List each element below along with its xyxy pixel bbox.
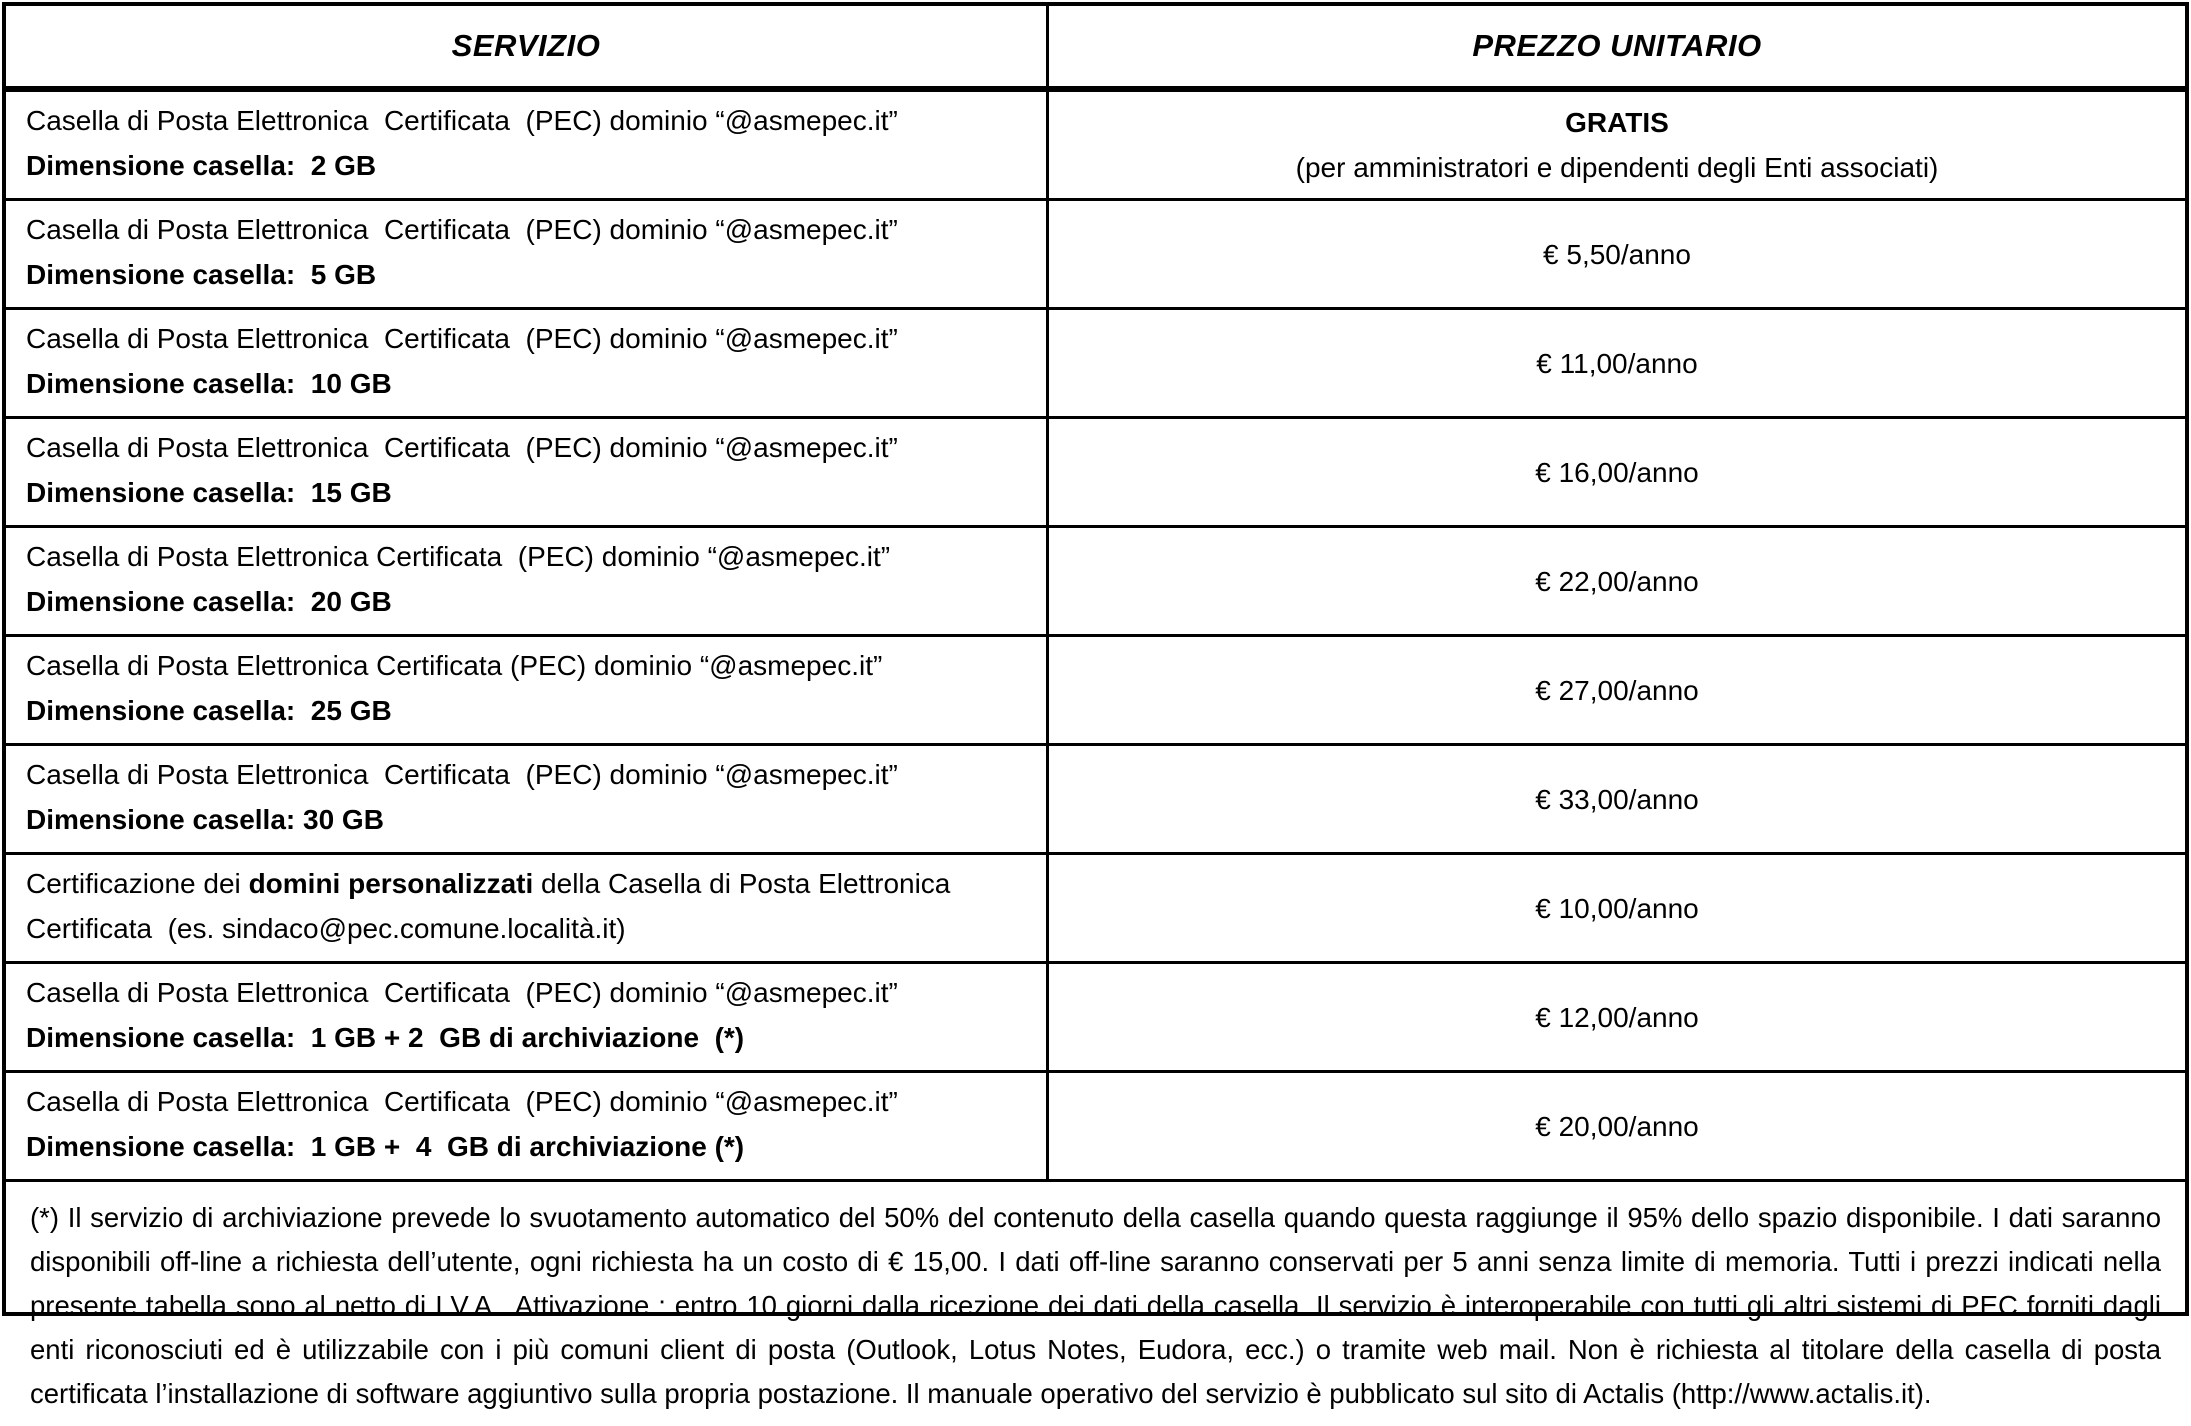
service-line	[26, 970, 1026, 1015]
service-line	[26, 534, 1026, 579]
service-cell	[6, 746, 1049, 852]
price-cell	[1049, 1073, 2185, 1179]
service-line	[26, 688, 1026, 733]
service-line	[26, 861, 1026, 906]
text-segment-bold: GRATIS	[1565, 107, 1669, 138]
service-line	[26, 752, 1026, 797]
text-segment-bold: Dimensione casella: 10 GB	[26, 368, 392, 399]
price-line	[1535, 559, 1699, 604]
service-cell	[6, 310, 1049, 416]
text-segment-bold: Dimensione casella: 30 GB	[26, 804, 384, 835]
text-segment: € 10,00/anno	[1535, 892, 1699, 924]
table-row	[6, 92, 2185, 201]
service-line	[26, 316, 1026, 361]
price-line	[1535, 995, 1699, 1040]
text-segment: Casella di Posta Elettronica Certificata (PEC) dominio “@asmepec.it”	[26, 214, 898, 245]
text-segment-bold: Dimensione casella: 2 GB	[26, 150, 377, 181]
text-segment: € 11,00/anno	[1536, 347, 1698, 379]
text-segment: Casella di Posta Elettronica Certificata (PEC) dominio “@asmepec.it”	[26, 1086, 898, 1117]
column-header-servizio: SERVIZIO	[6, 6, 1049, 86]
text-segment: Casella di Posta Elettronica Certificata (PEC) dominio “@asmepec.it”	[26, 977, 898, 1008]
price-cell	[1049, 310, 2185, 416]
service-line	[26, 1015, 1026, 1060]
table-row	[6, 746, 2185, 855]
text-segment-bold: domini personalizzati	[248, 868, 534, 899]
table-row	[6, 637, 2185, 746]
text-segment: Casella di Posta Elettronica Certificata (PEC) dominio “@asmepec.it”	[26, 432, 898, 463]
price-cell	[1049, 201, 2185, 307]
service-line	[26, 425, 1026, 470]
table-row	[6, 419, 2185, 528]
price-cell	[1049, 964, 2185, 1070]
price-line	[1535, 886, 1699, 931]
text-segment: della Casella di Posta Elettronica	[533, 868, 951, 899]
table-body	[6, 92, 2185, 1182]
text-segment: € 20,00/anno	[1535, 1110, 1699, 1142]
service-line	[26, 207, 1026, 252]
price-cell	[1049, 419, 2185, 525]
price-line	[1535, 668, 1699, 713]
price-cell	[1049, 92, 2185, 198]
text-segment: € 22,00/anno	[1535, 565, 1699, 597]
price-line	[1296, 145, 1939, 190]
table-row	[6, 964, 2185, 1073]
pricing-table	[2, 2, 2189, 1409]
service-cell	[6, 964, 1049, 1070]
text-segment: Casella di Posta Elettronica Certificata (PEC) dominio “@asmepec.it”	[26, 541, 891, 572]
table-row	[6, 1073, 2185, 1182]
text-segment: Casella di Posta Elettronica Certificata (PEC) dominio “@asmepec.it”	[26, 650, 883, 681]
price-line	[1543, 232, 1691, 277]
column-header-prezzo-unitario: PREZZO UNITARIO	[1472, 28, 1762, 63]
service-line	[26, 797, 1026, 842]
service-line	[26, 143, 1026, 188]
price-line	[1535, 450, 1699, 495]
table-row	[6, 855, 2185, 964]
service-line	[26, 1124, 1026, 1169]
table-header-row	[6, 6, 2185, 92]
service-line	[26, 361, 1026, 406]
text-segment: € 33,00/anno	[1535, 783, 1699, 815]
text-segment: € 5,50/anno	[1543, 238, 1691, 270]
price-line	[1565, 100, 1669, 145]
text-segment: € 16,00/anno	[1535, 456, 1699, 488]
service-line	[26, 470, 1026, 515]
price-line	[1535, 777, 1699, 822]
text-segment-bold: Dimensione casella: 25 GB	[26, 695, 392, 726]
text-segment-bold: Dimensione casella: 15 GB	[26, 477, 392, 508]
table-row	[6, 310, 2185, 419]
service-line	[26, 906, 1026, 951]
price-cell	[1049, 746, 2185, 852]
text-segment-bold: Dimensione casella: 1 GB + 2 GB di archiviazione (*)	[26, 1022, 745, 1053]
service-cell	[6, 92, 1049, 198]
service-line	[26, 643, 1026, 688]
text-segment-bold: Dimensione casella: 1 GB + 4 GB di archiviazione (*)	[26, 1131, 745, 1162]
text-segment: Certificazione dei	[26, 868, 249, 899]
service-line	[26, 1079, 1026, 1124]
price-cell	[1049, 528, 2185, 634]
text-segment: Casella di Posta Elettronica Certificata (PEC) dominio “@asmepec.it”	[26, 105, 898, 136]
price-cell	[1049, 855, 2185, 961]
service-cell	[6, 855, 1049, 961]
text-segment-bold: Dimensione casella: 20 GB	[26, 586, 392, 617]
service-cell	[6, 637, 1049, 743]
text-segment: Casella di Posta Elettronica Certificata (PEC) dominio “@asmepec.it”	[26, 323, 898, 354]
service-line	[26, 98, 1026, 143]
text-segment: Casella di Posta Elettronica Certificata (PEC) dominio “@asmepec.it”	[26, 759, 898, 790]
text-segment-bold: Dimensione casella: 5 GB	[26, 259, 377, 290]
text-segment: € 12,00/anno	[1535, 1001, 1699, 1033]
footnote-text: (*) Il servizio di archiviazione prevede lo svuotamento automatico del 50% del contenuto della casella quando questa raggiunge il 95% dello spazio disponibile. I dati saranno disponibili off-line a richiesta dell’utente, ogni richiesta ha un costo di € 15,00. I dati off-line saranno conservati per 5 anni senza limite di memoria. Tutti i prezzi indicati nella presente tabella sono al netto di I.V.A.. Attivazione : entro 10 giorni dalla ricezione dei dati della casella. Il servizio è interoperabile con tutti gli altri sistemi di PEC forniti dagli enti riconosciuti ed è utilizzabile con i più comuni client di posta (Outlook, Lotus Notes, Eudora, ecc.) o tramite web mail. Non è richiesta al titolare della casella di posta certificata l’installazione di software aggiuntivo sulla propria postazione. Il manuale operativo del servizio è pubblicato sul sito di Actalis (http://www.actalis.it).	[30, 1202, 2161, 1409]
service-cell	[6, 419, 1049, 525]
price-line	[1536, 341, 1697, 386]
service-line	[26, 252, 1026, 297]
price-line	[1535, 1104, 1699, 1149]
price-cell	[1049, 637, 2185, 743]
text-segment: (per amministratori e dipendenti degli Enti associati)	[1295, 152, 1939, 183]
service-cell	[6, 201, 1049, 307]
table-row	[6, 528, 2185, 637]
service-cell	[6, 1073, 1049, 1179]
text-segment: Certificata (es. sindaco@pec.comune.località.it)	[26, 913, 626, 944]
service-line	[26, 579, 1026, 624]
service-cell	[6, 528, 1049, 634]
text-segment: € 27,00/anno	[1535, 674, 1699, 706]
table-row	[6, 201, 2185, 310]
